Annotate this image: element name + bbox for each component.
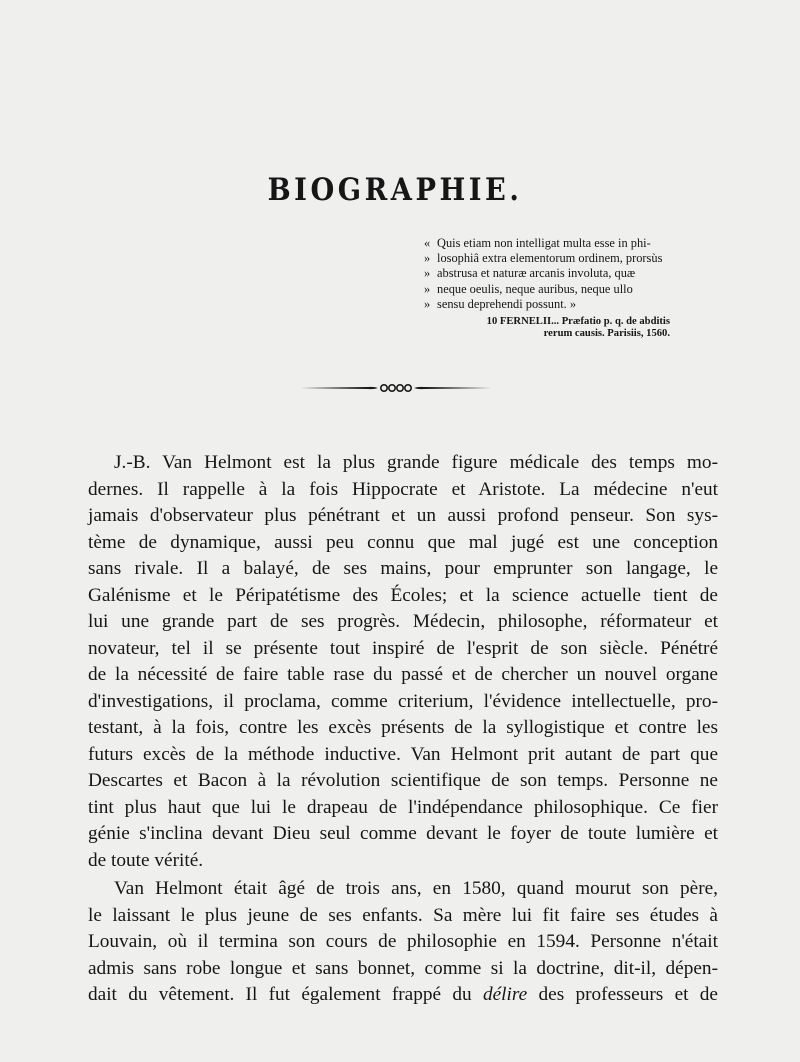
epigraph-line <box>424 282 724 297</box>
body-line: dernes. Il rappelle à la fois Hippocrate et Aristote. La médecine n'eut <box>88 478 718 500</box>
epigraph-line <box>424 297 724 312</box>
body-line: tint plus haut que lui le drapeau de l'indépendance philosophique. Ce fier <box>88 796 718 818</box>
epigraph-line <box>424 236 724 251</box>
body-line: Van Helmont était âgé de trois ans, en 1580, quand mourut son père, <box>114 878 718 899</box>
page-title: BIOGRAPHIE. <box>267 172 523 208</box>
body-line: novateur, tel il se présente tout inspiré de l'esprit de son siècle. Pénétré <box>88 637 718 659</box>
quote-mark: « <box>424 236 431 250</box>
body-line: tème de dynamique, aussi peu connu que mal jugé est une conception <box>88 531 718 553</box>
epigraph-text: neque oeulis, neque auribus, neque ullo <box>437 281 633 296</box>
epigraph-text: sensu deprehendi possunt. » <box>437 296 577 311</box>
body-line: futurs excès de la méthode inductive. Van Helmont prit autant de part que <box>88 743 718 765</box>
body-line: génie s'inclina devant Dieu seul comme devant le foyer de toute lumière et <box>88 823 718 844</box>
body-line: Descartes et Bacon à la révolution scientifique de son temps. Personne ne <box>88 770 718 791</box>
epigraph-source <box>424 316 724 340</box>
body-line: de toute vérité. <box>88 849 204 871</box>
epigraph-line <box>424 266 724 281</box>
body-line: admis sans robe longue et sans bonnet, comme si la doctrine, dit-il, dépen- <box>88 957 718 979</box>
body-line: Galénisme et le Péripatétisme des Écoles; et la science actuelle tient de <box>88 584 718 606</box>
body-line: sans rivale. Il a balayé, de ses mains, pour emprunter son langage, le <box>88 558 718 579</box>
body-line: Louvain, où il termina son cours de philosophie en 1594. Personne n'était <box>88 931 718 952</box>
body-line: le laissant le plus jeune de ses enfants. Sa mère lui fit faire ses études à <box>88 904 718 926</box>
emphasis-word: délire <box>482 984 528 1005</box>
body-line: jamais d'observateur plus pénétrant et un aussi profond penseur. Son sys- <box>88 505 718 526</box>
epigraph-text: abstrusa et naturæ arcanis involuta, quæ <box>437 266 636 281</box>
quote-mark: » <box>424 296 431 311</box>
epigraph-line <box>424 251 724 266</box>
epigraph-source-line: rerum causis. Parisiis, 1560. <box>543 328 670 340</box>
body-line: de la nécessité de faire table rase du passé et de chercher un nouvel organe <box>88 664 718 685</box>
epigraph-text: Quis etiam non intelligat multa esse in phi- <box>437 236 651 250</box>
body-text <box>88 450 718 1009</box>
body-text-fragment: des professeurs et de <box>527 984 718 1005</box>
quote-mark: » <box>424 266 431 281</box>
body-line: J.-B. Van Helmont est la plus grande figure médicale des temps mo- <box>114 452 718 473</box>
quote-mark: » <box>424 281 431 296</box>
ornament-divider-icon <box>298 380 494 396</box>
body-line: d'investigations, il proclama, comme criterium, l'évidence intellectuelle, pro- <box>88 690 718 712</box>
body-text-fragment: dait du vêtement. Il fut également frappé du <box>88 984 483 1005</box>
body-line: testant, à la fois, contre les excès présents de la syllogistique et contre les <box>88 717 718 738</box>
body-line: lui une grande part de ses progrès. Médecin, philosophe, réformateur et <box>88 611 718 632</box>
quote-mark: » <box>424 251 431 266</box>
body-line <box>88 982 718 1009</box>
epigraph-text: losophiâ extra elementorum ordinem, prorsùs <box>437 251 663 266</box>
epigraph-source-line: 10 FERNELII... Præfatio p. q. de abditis <box>486 316 670 328</box>
epigraph <box>424 236 724 340</box>
